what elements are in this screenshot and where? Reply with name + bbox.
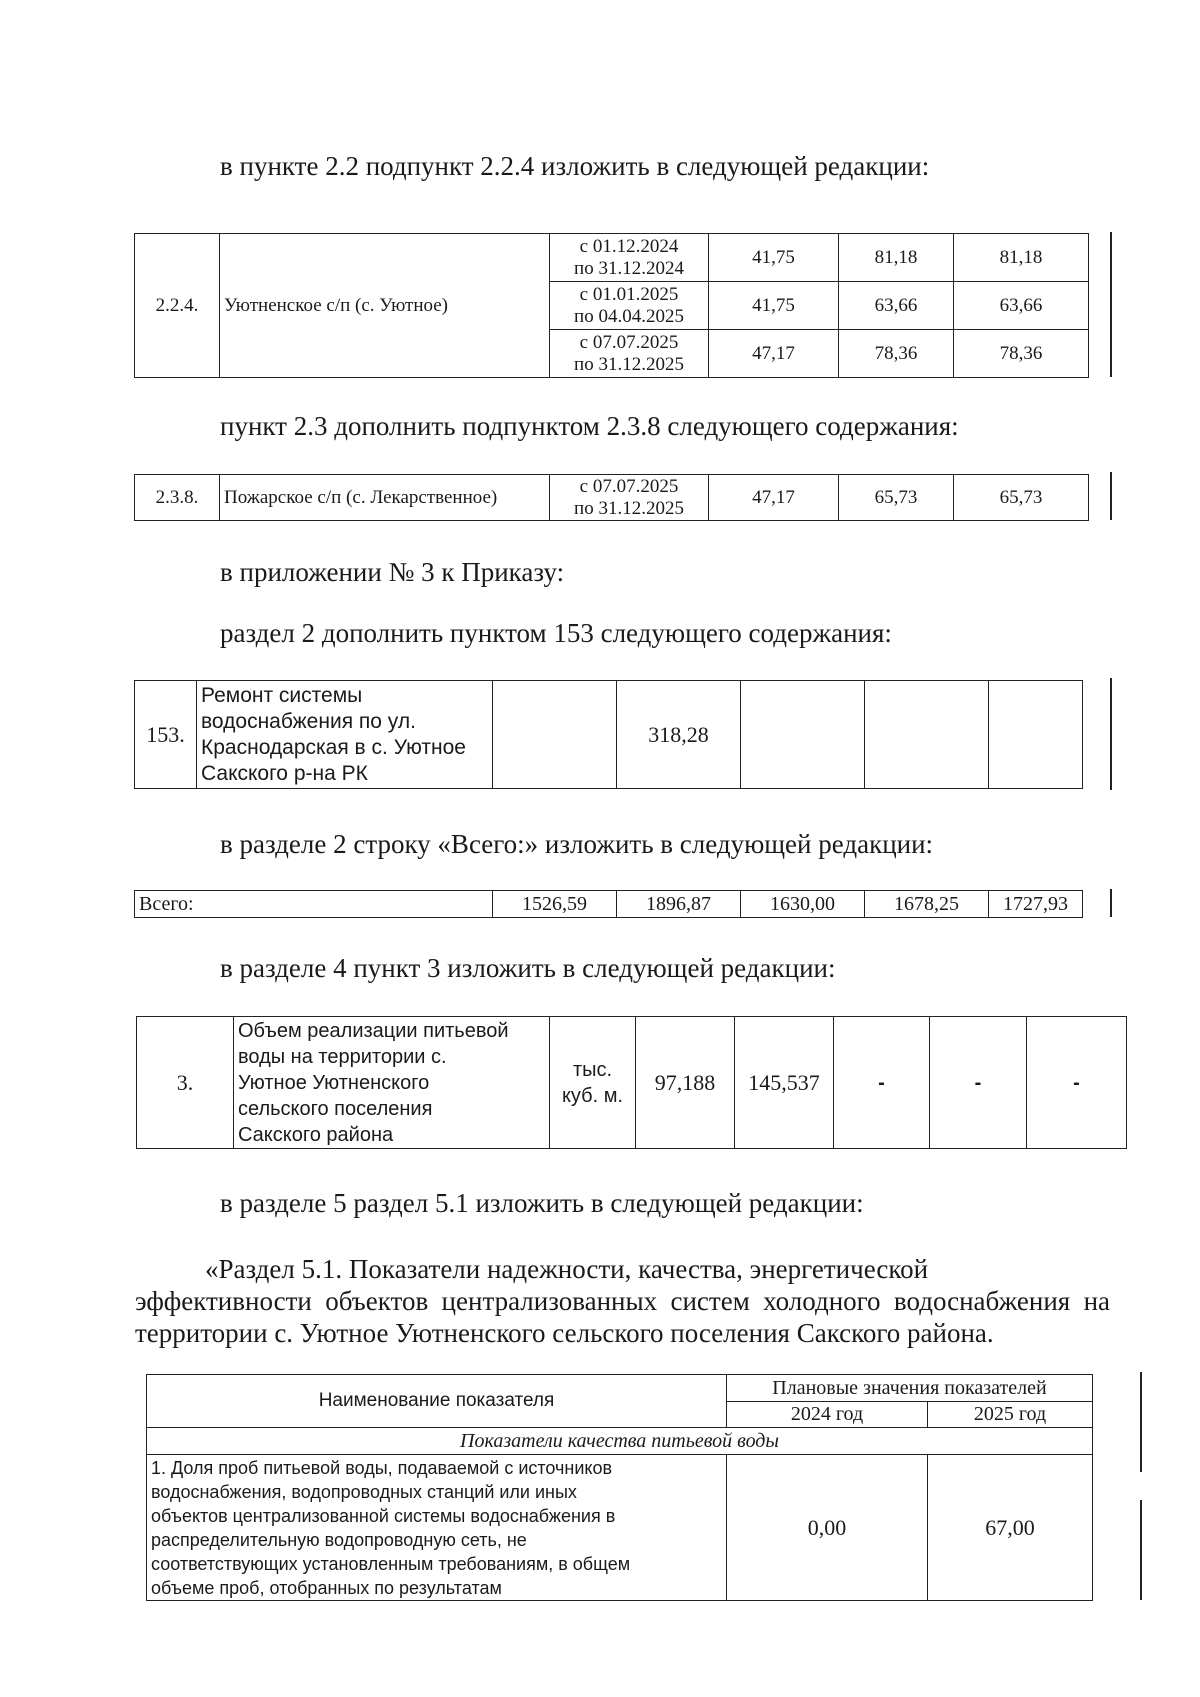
- total-value: 1727,93: [989, 891, 1083, 918]
- margin-tick: [1110, 678, 1112, 790]
- margin-tick: [1140, 1500, 1142, 1600]
- settlement-name: Уютненское с/п (с. Уютное): [220, 234, 550, 378]
- value-cell: 81,18: [954, 234, 1089, 282]
- period-cell: с 01.01.2025 по 04.04.2025: [550, 282, 709, 330]
- section-5-1-lead: «Раздел 5.1. Показатели надежности, качества, энергетической: [205, 1254, 929, 1284]
- value-cell: 41,75: [709, 282, 839, 330]
- heading-p3: в приложении № 3 к Приказу:: [220, 557, 565, 587]
- total-value: 1678,25: [865, 891, 989, 918]
- col-year-2025: 2025 год: [928, 1402, 1093, 1428]
- value-cell: 41,75: [709, 234, 839, 282]
- unit-cell: тыс. куб. м.: [550, 1017, 636, 1149]
- margin-tick: [1140, 1372, 1142, 1472]
- empty-cell: [989, 681, 1083, 789]
- heading-p2: пункт 2.3 дополнить подпунктом 2.3.8 следующего содержания:: [220, 411, 959, 441]
- indicator-name: Объем реализации питьевой воды на территории с. Уютное Уютненского сельского поселения Сакского района: [234, 1017, 550, 1149]
- col-indicator-name: Наименование показателя: [147, 1375, 727, 1428]
- value-cell: 97,188: [636, 1017, 735, 1149]
- heading-p4: раздел 2 дополнить пунктом 153 следующего содержания:: [220, 618, 892, 648]
- margin-tick: [1110, 889, 1112, 917]
- heading-p5: в разделе 2 строку «Всего:» изложить в следующей редакции:: [220, 829, 934, 859]
- margin-tick: [1110, 472, 1112, 520]
- value-cell: 78,36: [954, 330, 1089, 378]
- table-item-153: [134, 680, 1083, 789]
- margin-tick: [1110, 232, 1112, 377]
- row-number: 3.: [137, 1017, 234, 1149]
- value-cell: 47,17: [709, 475, 839, 521]
- value-cell: -: [930, 1017, 1027, 1149]
- col-plan-values: Плановые значения показателей: [727, 1375, 1093, 1402]
- value-cell: 65,73: [954, 475, 1089, 521]
- table-2-3-8: [134, 474, 1089, 521]
- table-section-5-1: [146, 1374, 1093, 1601]
- table-total: [134, 890, 1083, 918]
- settlement-name: Пожарское с/п (с. Лекарственное): [220, 475, 550, 521]
- heading-p1: в пункте 2.2 подпункт 2.2.4 изложить в следующей редакции:: [220, 151, 930, 181]
- group-header: Показатели качества питьевой воды: [147, 1428, 1093, 1455]
- value-2024: 0,00: [727, 1455, 928, 1601]
- value-cell: 318,28: [617, 681, 741, 789]
- value-cell: 63,66: [839, 282, 954, 330]
- heading-p6: в разделе 4 пункт 3 изложить в следующей редакции:: [220, 953, 836, 983]
- section-5-1-text: эффективности объектов централизованных систем холодного водоснабжения на территории с. Уютное Уютненского сельского поселения Сакского района.: [135, 1286, 1110, 1348]
- value-cell: 65,73: [839, 475, 954, 521]
- empty-cell: [741, 681, 865, 789]
- period-cell: с 07.07.2025 по 31.12.2025: [550, 475, 709, 521]
- item-name: Ремонт системы водоснабжения по ул. Краснодарская в с. Уютное Сакского р-на РК: [197, 681, 493, 789]
- row-number: 2.3.8.: [135, 475, 220, 521]
- total-value: 1526,59: [493, 891, 617, 918]
- row-number: 153.: [135, 681, 197, 789]
- table-2-2-4: [134, 233, 1089, 378]
- period-cell: с 07.07.2025 по 31.12.2025: [550, 330, 709, 378]
- value-cell: 63,66: [954, 282, 1089, 330]
- value-cell: -: [1027, 1017, 1127, 1149]
- value-cell: 47,17: [709, 330, 839, 378]
- total-value: 1896,87: [617, 891, 741, 918]
- total-value: 1630,00: [741, 891, 865, 918]
- empty-cell: [865, 681, 989, 789]
- col-year-2024: 2024 год: [727, 1402, 928, 1428]
- heading-p7: в разделе 5 раздел 5.1 изложить в следующей редакции:: [220, 1188, 864, 1218]
- empty-cell: [493, 681, 617, 789]
- value-cell: 81,18: [839, 234, 954, 282]
- indicator-row-1: 1. Доля проб питьевой воды, подаваемой с источников водоснабжения, водопроводных станций или иных объектов централизованной системы водоснабжения в распределительную водопроводную сеть, не соответствующих установленным требованиям, в общем объеме проб, отобранных по результатам: [147, 1455, 727, 1601]
- value-cell: 78,36: [839, 330, 954, 378]
- total-label: Всего:: [135, 891, 493, 918]
- value-cell: -: [834, 1017, 930, 1149]
- row-number: 2.2.4.: [135, 234, 220, 378]
- value-cell: 145,537: [735, 1017, 834, 1149]
- table-section4-item3: [136, 1016, 1127, 1149]
- period-cell: с 01.12.2024 по 31.12.2024: [550, 234, 709, 282]
- value-2025: 67,00: [928, 1455, 1093, 1601]
